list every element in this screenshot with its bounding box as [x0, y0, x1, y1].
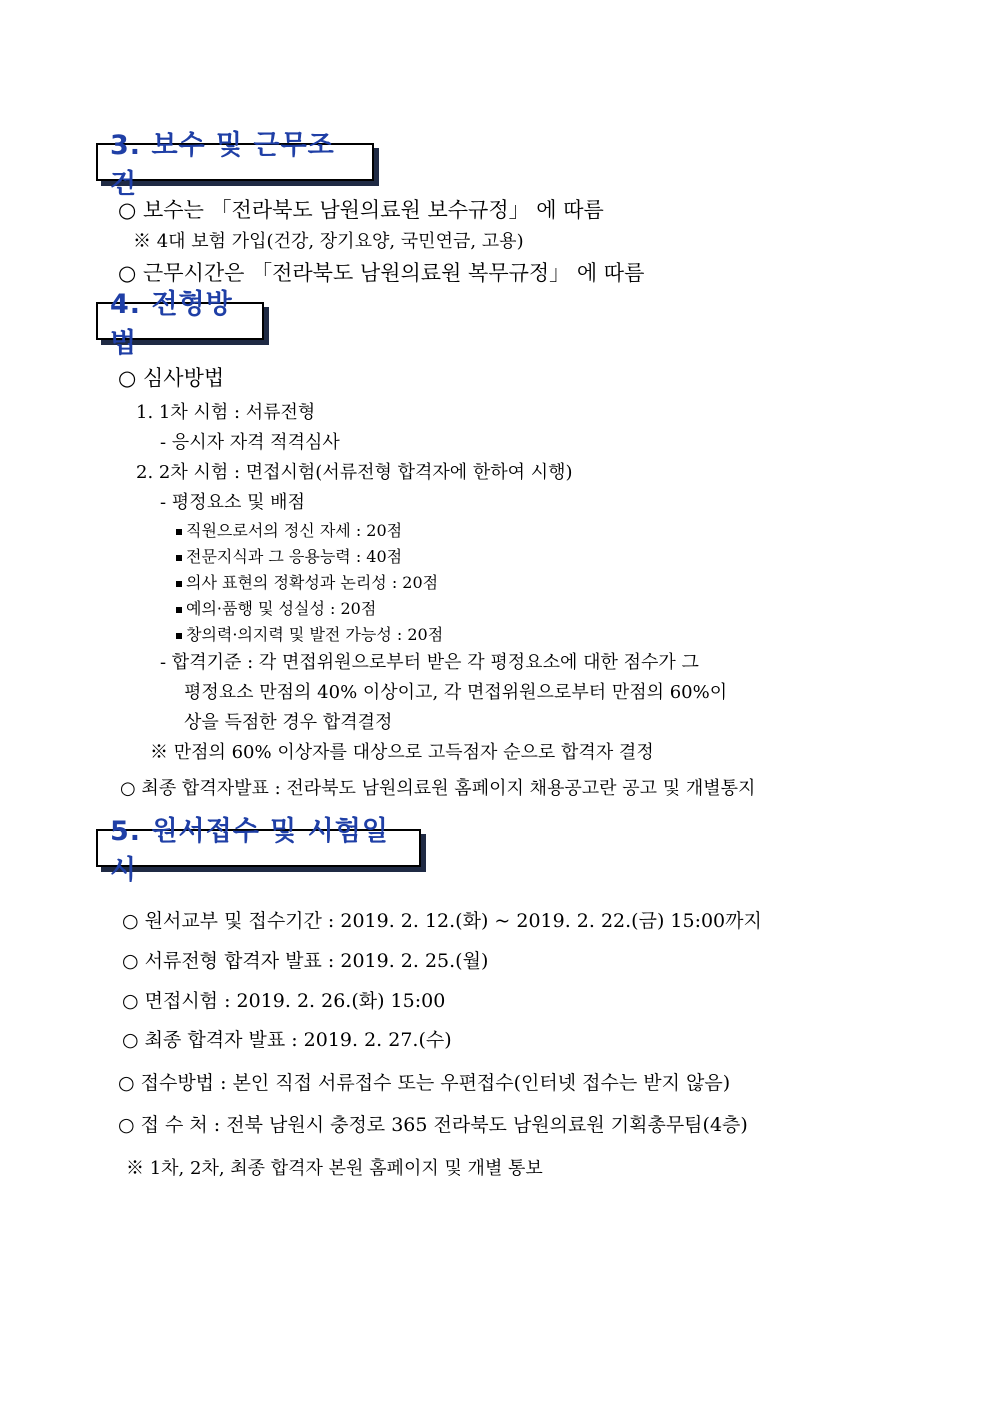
- method-heading: ○ 심사방법: [118, 366, 225, 390]
- bullet-square-icon: [176, 581, 182, 587]
- bullet-square-icon: [176, 555, 182, 561]
- section-3-title: 3. 보수 및 근무조건: [110, 130, 335, 200]
- score-item-text: 전문지식과 그 응용능력 : 40점: [186, 547, 403, 566]
- step-1-detail: - 응시자 자격 적격심사: [160, 432, 340, 453]
- pass-criteria-line-1: - 합격기준 : 각 면접위원으로부터 받은 각 평정요소에 대한 점수가 그: [160, 652, 699, 673]
- score-item: [176, 570, 438, 593]
- section-4-header: [96, 289, 264, 359]
- schedule-line: ○ 서류전형 합격자 발표 : 2019. 2. 25.(월): [122, 950, 489, 972]
- section-5-title: 5. 원서접수 및 시험일시: [110, 816, 389, 886]
- bullet-square-icon: [176, 607, 182, 613]
- pass-criteria-note: ※ 만점의 60% 이상자를 대상으로 고득점자 순으로 합격자 결정: [150, 742, 654, 763]
- score-item-text: 창의력·의지력 및 발전 가능성 : 20점: [186, 625, 444, 644]
- section-5-header: [96, 816, 421, 886]
- step-1: 1. 1차 시험 : 서류전형: [136, 402, 316, 423]
- pass-criteria-line-2: 평정요소 만점의 40% 이상이고, 각 면접위원으로부터 만점의 60%이: [184, 682, 728, 703]
- score-item-text: 직원으로서의 정신 자세 : 20점: [186, 521, 403, 540]
- notification-note: ※ 1차, 2차, 최종 합격자 본원 홈페이지 및 개별 통보: [126, 1158, 543, 1179]
- schedule-line: ○ 면접시험 : 2019. 2. 26.(화) 15:00: [122, 990, 446, 1012]
- schedule-line: ○ 원서교부 및 접수기간 : 2019. 2. 12.(화) ~ 2019. 2. 22.(금) 15:00까지: [122, 910, 762, 932]
- schedule-line: ○ 접수방법 : 본인 직접 서류접수 또는 우편접수(인터넷 접수는 받지 않음): [118, 1072, 731, 1094]
- work-hours-line: ○ 근무시간은 「전라북도 남원의료원 복무규정」 에 따름: [118, 261, 645, 285]
- step-2: 2. 2차 시험 : 면접시험(서류전형 합격자에 한하여 시행): [136, 462, 573, 483]
- section-3-header: [96, 130, 374, 200]
- section-4-title: 4. 전형방법: [110, 289, 233, 359]
- score-item-text: 의사 표현의 정확성과 논리성 : 20점: [186, 573, 439, 592]
- score-item: [176, 518, 402, 541]
- schedule-line: ○ 접 수 처 : 전북 남원시 충정로 365 전라북도 남원의료원 기획총무팀(4층): [118, 1114, 748, 1136]
- bullet-square-icon: [176, 529, 182, 535]
- insurance-note: ※ 4대 보험 가입(건강, 장기요양, 국민연금, 고용): [133, 231, 524, 252]
- score-item: [176, 596, 376, 619]
- step-2-detail: - 평정요소 및 배점: [160, 492, 305, 513]
- salary-line: ○ 보수는 「전라북도 남원의료원 보수규정」 에 따름: [118, 198, 604, 222]
- bullet-square-icon: [176, 633, 182, 639]
- score-item: [176, 544, 402, 567]
- schedule-line: ○ 최종 합격자 발표 : 2019. 2. 27.(수): [122, 1029, 452, 1051]
- score-item: [176, 622, 443, 645]
- final-announcement: ○ 최종 합격자발표 : 전라북도 남원의료원 홈페이지 채용공고란 공고 및 개별통지: [120, 778, 756, 799]
- pass-criteria-line-3: 상을 득점한 경우 합격결정: [184, 712, 393, 733]
- score-item-text: 예의·품행 및 성실성 : 20점: [186, 599, 377, 618]
